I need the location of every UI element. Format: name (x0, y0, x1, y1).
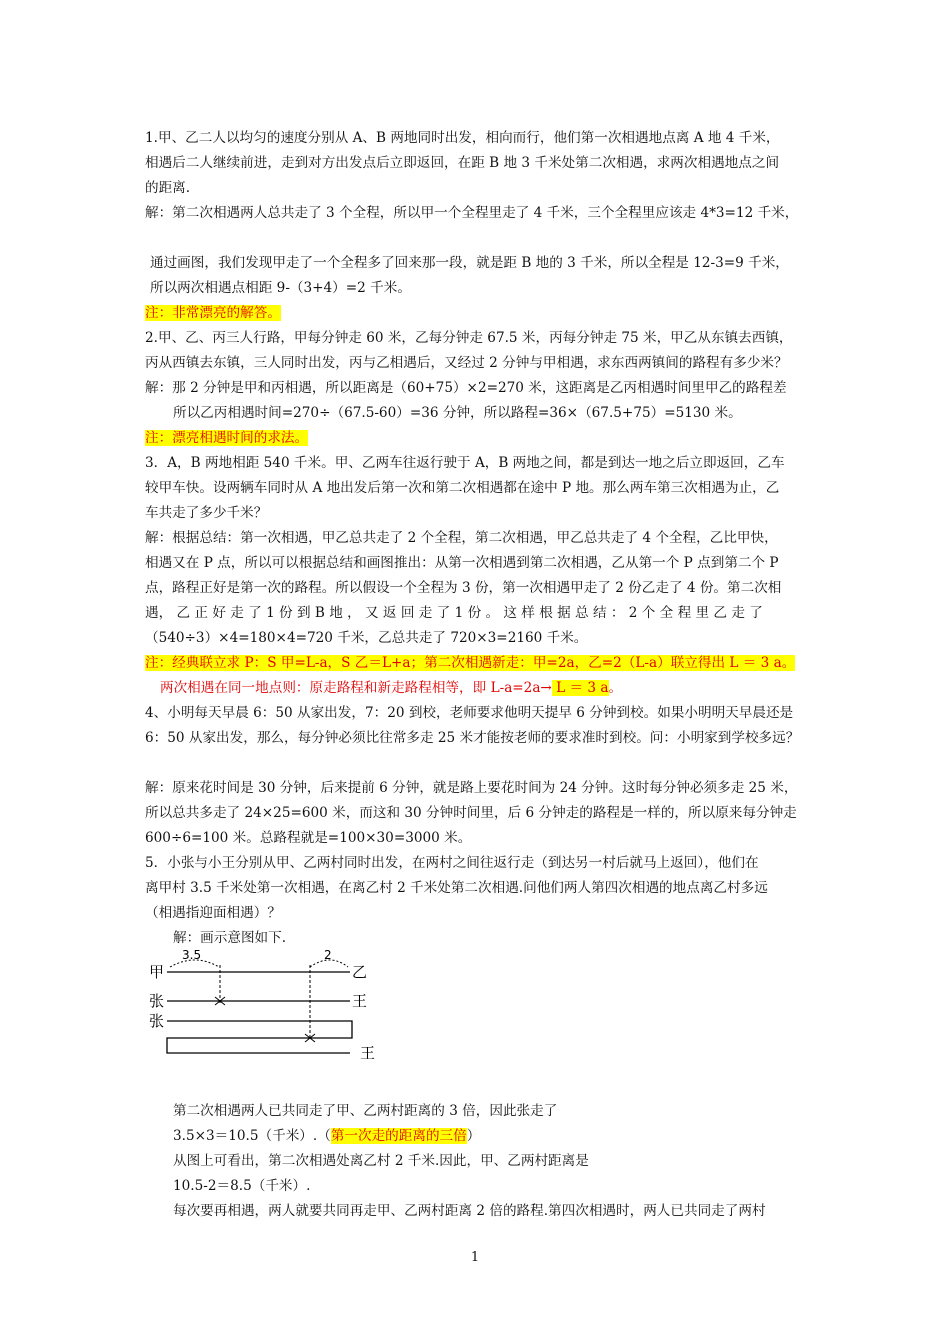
solution-4-line-1: 解：原来花时间是 30 分钟，后来提前 6 分钟，就是路上要花时间为 24 分钟。这时每分钟必须多走 25 米， (145, 780, 798, 796)
solution-2-line-1: 解：那 2 分钟是甲和丙相遇，所以距离是（60+75）×2=270 米，这距离是乙丙相遇时间里甲乙的路程差 (145, 380, 787, 396)
diagram-path-zhang (167, 1021, 352, 1053)
solution-4-line-2: 所以总共多走了 24×25=600 米，而这和 30 分钟时间里，后 6 分钟走的路程是一样的，所以原来每分钟走 (145, 805, 797, 821)
solution-5-intro: 解：画示意图如下. (173, 930, 287, 946)
diagram-label-wang-2: 王 (360, 1044, 376, 1062)
diagram-label-yi: 乙 (352, 963, 368, 981)
note-3-text: 注：经典联立求 P：S 甲=L-a，S 乙＝L+a；第二次相遇新走：甲=2a，乙=2（L-a）联立得出 L ＝ 3 a。 (145, 655, 796, 671)
note-3 (145, 654, 825, 672)
solution-4-line-3: 600÷6=100 米。总路程就是=100×30=3000 米。 (145, 830, 472, 846)
note-3-line-2 (160, 679, 840, 697)
diagram-dist-a: 3.5 (182, 948, 202, 962)
diagram-label-zhang-1: 张 (149, 992, 165, 1010)
problem-2-line-1: 2.甲、乙、丙三人行路，甲每分钟走 60 米，乙每分钟走 67.5 米，丙每分钟走 75 米，甲乙从东镇去西镇， (145, 330, 793, 346)
note-3-line-2-text: 两次相遇在同一地点则：原走路程和新走路程相等，即 L-a=2a→ (160, 680, 552, 696)
note-1-text: 注：非常漂亮的解答。 (145, 305, 281, 321)
note-3-end: 。 (608, 680, 623, 696)
problem-3-line-2: 较甲车快。设两辆车同时从 A 地出发后第一次和第二次相遇都在途中 P 地。那么两车第三次相遇为止，乙 (145, 480, 780, 496)
solution-5-line-4: 10.5-2＝8.5（千米）. (173, 1178, 311, 1194)
solution-3-line-4: 遇， 乙 正 好 走 了 1 份 到 B 地 ， 又 返 回 走 了 1 份 。 这 样 根 据 总 结 ： 2 个 全 程 里 乙 走 了 (145, 605, 763, 621)
solution-5-note: 第一次走的距离的三倍 (330, 1128, 467, 1144)
solution-1-line-3: 所以两次相遇点相距 9-（3+4）=2 千米。 (150, 280, 411, 296)
diagram-label-wang-1: 王 (352, 992, 368, 1010)
diagram-label-zhang-2: 张 (149, 1012, 165, 1030)
note-2 (145, 429, 825, 447)
solution-1-line-2: 通过画图，我们发现甲走了一个全程多了回来那一段，就是距 B 地的 3 千米，所以全程是 12-3=9 千米， (150, 255, 789, 271)
solution-2-line-2: 所以乙丙相遇时间=270÷（67.5-60）=36 分钟，所以路程=36×（67.5+75）=5130 米。 (173, 405, 742, 421)
problem-2-line-2: 丙从西镇去东镇，三人同时出发，丙与乙相遇后，又经过 2 分钟与甲相遇，求东西两镇间的路程有多少米？ (145, 355, 788, 371)
problem-5-line-3: （相遇指迎面相遇）？ (145, 905, 281, 921)
solution-3-line-3: 点，路程正好是第一次的路程。所以假设一个全程为 3 份，第一次相遇甲走了 2 份乙走了 4 份。第二次相 (145, 580, 782, 596)
solution-3-line-1: 解：根据总结：第一次相遇，甲乙总共走了 2 个全程，第二次相遇，甲乙总共走了 4 个全程，乙比甲快， (145, 530, 778, 546)
solution-5-line-5: 每次要再相遇，两人就要共同再走甲、乙两村距离 2 倍的路程.第四次相遇时，两人已共同走了两村 (173, 1203, 766, 1219)
solution-5-line-1: 第二次相遇两人已共同走了甲、乙两村距离的 3 倍，因此张走了 (173, 1103, 558, 1119)
note-2-text: 注：漂亮相遇时间的求法。 (145, 430, 309, 446)
solution-5-close: ） (466, 1128, 481, 1144)
solution-3-line-5: （540÷3）×4=180×4=720 千米，乙总共走了 720×3=2160 千米。 (145, 630, 588, 646)
note-1 (145, 304, 825, 322)
problem-4-line-2: 6：50 从家出发，那么，每分钟必须比往常多走 25 米才能按老师的要求准时到校。问：小明家到学校多远？ (145, 730, 800, 746)
problem-5-line-2: 离甲村 3.5 千米处第一次相遇，在离乙村 2 千米处第二次相遇.问他们两人第四次相遇的地点离乙村多远 (145, 880, 768, 896)
page-number: 1 (470, 1250, 480, 1265)
problem-1-line-1: 1.甲、乙二人以均匀的速度分别从 A、B 两地同时出发，相向而行，他们第一次相遇地点离 A 地 4 千米， (145, 130, 780, 146)
solution-1-line-1: 解：第二次相遇两人总共走了 3 个全程，所以甲一个全程里走了 4 千米，三个全程里应该走 4*3=12 千米， (145, 205, 799, 221)
problem-1-line-2: 相遇后二人继续前进，走到对方出发点后立即返回，在距 B 地 3 千米处第二次相遇，求两次相遇地点之间 (145, 155, 780, 171)
solution-5-line-2 (173, 1127, 853, 1145)
solution-5-calc: 3.5×3＝10.5（千米）.（ (173, 1128, 331, 1144)
diagram-label-jia: 甲 (149, 963, 165, 981)
problem-3-line-3: 车共走了多少千米？ (145, 505, 268, 521)
solution-5-line-3: 从图上可看出，第二次相遇处离乙村 2 千米.因此，甲、乙两村距离是 (173, 1153, 589, 1169)
note-3-formula: L ＝ 3 a (551, 680, 609, 696)
meeting-diagram (140, 945, 380, 1065)
problem-3-line-1: 3．A，B 两地相距 540 千米。甲、乙两车往返行驶于 A，B 两地之间，都是到达一地之后立即返回，乙车 (145, 455, 785, 471)
diagram-dist-b: 2 (324, 948, 332, 962)
problem-5-line-1: 5．小张与小王分别从甲、乙两村同时出发，在两村之间往返行走（到达另一村后就马上返回），他们在 (145, 855, 759, 871)
problem-4-line-1: 4、小明每天早晨 6：50 从家出发，7：20 到校，老师要求他明天提早 6 分钟到校。如果小明明天早晨还是 (145, 705, 794, 721)
problem-1-line-3: 的距离. (145, 180, 191, 196)
solution-3-line-2: 相遇又在 P 点，所以可以根据总结和画图推出：从第一次相遇到第二次相遇，乙从第一个 P 点到第二个 P (145, 555, 779, 571)
